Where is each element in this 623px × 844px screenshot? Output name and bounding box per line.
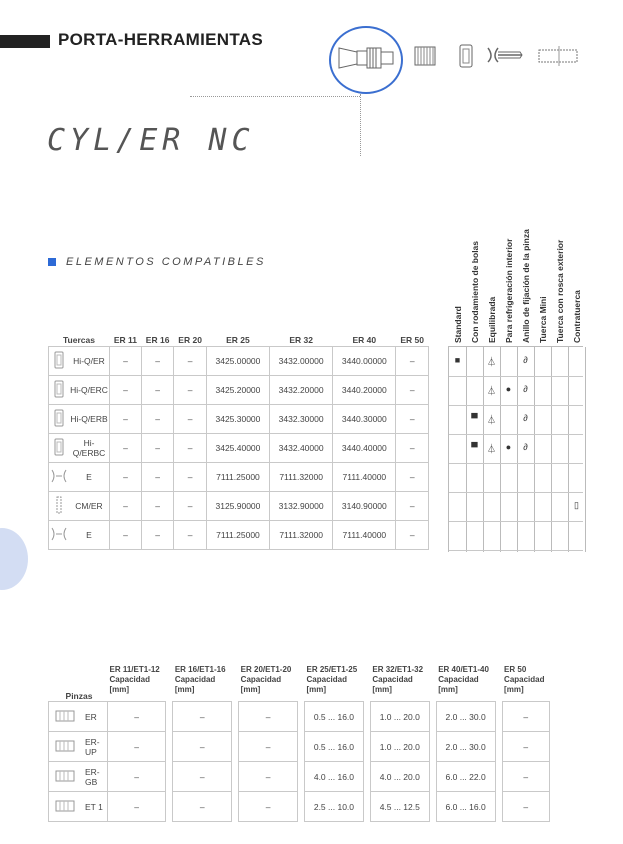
table-row (49, 762, 550, 792)
table-cell: – (141, 521, 174, 550)
table-cell: – (396, 376, 429, 405)
table-cell: – (141, 492, 174, 521)
table-cell: – (108, 762, 166, 792)
table-cell: – (239, 702, 298, 732)
spacer (363, 732, 370, 762)
table-cell: – (141, 434, 174, 463)
table-cell: 2.0 ... 30.0 (436, 732, 495, 762)
table-cell: – (239, 762, 298, 792)
table-cell: 7111.40000 (333, 463, 396, 492)
spacer (429, 762, 436, 792)
feature-header: Tuerca con rosca exterior (555, 239, 565, 343)
group-name: ER 25/ET1-25 (306, 665, 358, 674)
table-cell: – (141, 463, 174, 492)
group-header (239, 665, 298, 702)
nut-icon (49, 405, 70, 434)
table-cell: – (141, 347, 174, 376)
table-cell: – (110, 492, 142, 521)
spacer (495, 732, 502, 762)
feature-row (449, 492, 583, 522)
table-cell: 3125.90000 (206, 492, 269, 521)
column-header: ER 32 (270, 333, 333, 347)
spacer (232, 665, 239, 702)
spacer (166, 732, 173, 762)
nut-icon (455, 42, 477, 70)
table-row (49, 521, 429, 550)
table-cell: – (174, 492, 207, 521)
spacer (495, 702, 502, 732)
collet-icon (413, 44, 437, 68)
table-cell: 3425.30000 (206, 405, 269, 434)
table-cell: 4.0 ... 16.0 (305, 762, 364, 792)
table-cell: – (502, 702, 549, 732)
dotted-divider (360, 94, 361, 156)
table-cell: 2.5 ... 10.0 (305, 792, 364, 822)
table-cell: – (110, 347, 142, 376)
table-row (49, 702, 550, 732)
spacer (298, 732, 305, 762)
nuts-table (48, 333, 429, 550)
dotted-divider (190, 96, 360, 97)
group-capacity: Capacidad (504, 675, 545, 684)
column-header: ER 11 (110, 333, 142, 347)
collets-table-header: Pinzas (49, 665, 108, 702)
group-name: ER 20/ET1-20 (240, 665, 292, 674)
page-title: PORTA-HERRAMIENTAS (58, 30, 263, 49)
spacer (232, 792, 239, 822)
table-cell: – (173, 762, 232, 792)
column-header: ER 40 (333, 333, 396, 347)
table-cell: 3440.20000 (333, 376, 396, 405)
spacer (429, 665, 436, 702)
table-cell: 3425.20000 (206, 376, 269, 405)
table-cell: 6.0 ... 16.0 (436, 792, 495, 822)
row-name: ER-GB (81, 762, 108, 792)
table-cell: – (396, 492, 429, 521)
feature-mark: ▯ (574, 500, 579, 510)
table-cell: – (502, 762, 549, 792)
table-cell: 0.5 ... 16.0 (305, 702, 364, 732)
collet-icon (49, 732, 82, 762)
group-header (173, 665, 232, 702)
spacer (429, 792, 436, 822)
feature-header: Para refrigeración interior (504, 238, 514, 343)
table-cell: – (396, 347, 429, 376)
table-cell: – (174, 376, 207, 405)
table-cell: 3432.40000 (270, 434, 333, 463)
table-cell: – (108, 732, 166, 762)
table-cell: – (174, 434, 207, 463)
spacer (363, 792, 370, 822)
row-name: E (69, 521, 110, 550)
group-header (436, 665, 495, 702)
row-name: Hi-Q/ER (69, 347, 110, 376)
feature-header: Tuerca Mini (538, 296, 548, 343)
column-header: ER 50 (396, 333, 429, 347)
wrench-icon (49, 521, 70, 550)
group-unit: [mm] (306, 685, 327, 694)
table-cell: 7111.32000 (270, 463, 333, 492)
column-header: ER 16 (141, 333, 174, 347)
wrench-icon (484, 44, 524, 66)
group-unit: [mm] (174, 685, 195, 694)
table-cell: 2.0 ... 30.0 (436, 702, 495, 732)
row-name: ET 1 (81, 792, 108, 822)
feature-mark: ● (505, 442, 512, 452)
group-capacity: Capacidad (109, 675, 150, 684)
feature-mark: ⏃ (486, 357, 496, 367)
table-cell: 3440.40000 (333, 434, 396, 463)
group-unit: [mm] (372, 685, 392, 694)
table-cell: 0.5 ... 16.0 (305, 732, 364, 762)
row-name: ER-UP (81, 732, 108, 762)
group-name: ER 11/ET1-12 (109, 665, 160, 674)
feature-header: Anillo de fijación de la pinza (521, 229, 531, 343)
table-cell: – (110, 405, 142, 434)
feature-mark: ▀ (471, 442, 478, 452)
group-unit: [mm] (504, 685, 524, 694)
column-header: ER 25 (206, 333, 269, 347)
table-cell: 3432.20000 (270, 376, 333, 405)
table-cell: – (174, 405, 207, 434)
table-cell: 1.0 ... 20.0 (370, 702, 429, 732)
collet-icon (49, 762, 82, 792)
table-cell: 3440.00000 (333, 347, 396, 376)
table-cell: – (396, 434, 429, 463)
feature-header: Equilibrada (487, 296, 497, 343)
table-cell: – (110, 463, 142, 492)
table-cell: 7111.40000 (333, 521, 396, 550)
row-name: Hi-Q/ERB (69, 405, 110, 434)
table-cell: – (173, 792, 232, 822)
group-capacity: Capacidad (438, 675, 479, 684)
group-unit: [mm] (109, 685, 130, 694)
table-row (49, 376, 429, 405)
wrench-icon (49, 463, 70, 492)
collets-table (48, 665, 550, 822)
spacer (166, 665, 173, 702)
row-name: E (69, 463, 110, 492)
nut-icon (49, 376, 70, 405)
spacer (363, 762, 370, 792)
section-title: ELEMENTOS COMPATIBLES (66, 256, 266, 268)
feature-mark: ● (505, 384, 512, 394)
group-header (108, 665, 166, 702)
table-row (49, 434, 429, 463)
spacer (429, 702, 436, 732)
group-capacity: Capacidad (372, 675, 413, 684)
table-cell: 3132.90000 (270, 492, 333, 521)
table-cell: 1.0 ... 20.0 (370, 732, 429, 762)
decorative-blob (0, 528, 28, 590)
feature-header: Con rodamiento de bolas (470, 240, 480, 343)
table-cell: – (396, 521, 429, 550)
table-cell: – (502, 792, 549, 822)
group-name: ER 40/ET1-40 (438, 665, 489, 674)
group-name: ER 16/ET1-16 (174, 665, 226, 674)
row-name: CM/ER (69, 492, 110, 521)
header-bar (0, 35, 50, 48)
table-row (49, 347, 429, 376)
table-cell: – (239, 792, 298, 822)
feature-grid (448, 229, 583, 552)
nuts-table-header: Tuercas (49, 333, 110, 347)
feature-mark: ∂ (523, 384, 528, 394)
table-cell: – (173, 702, 232, 732)
collet-icon (49, 702, 82, 732)
spacer (495, 762, 502, 792)
feature-row (449, 521, 583, 551)
table-cell: – (396, 405, 429, 434)
section-marker (48, 258, 56, 266)
table-cell: 7111.25000 (206, 521, 269, 550)
table-cell: – (396, 463, 429, 492)
table-cell: – (173, 732, 232, 762)
clamping-ring-icon (537, 44, 581, 68)
spacer (298, 792, 305, 822)
table-cell: – (110, 521, 142, 550)
spacer (232, 762, 239, 792)
spacer (495, 792, 502, 822)
spacer (495, 665, 502, 702)
feature-mark: ∂ (523, 413, 528, 423)
table-cell: – (174, 463, 207, 492)
table-cell: – (110, 376, 142, 405)
column-header: ER 20 (174, 333, 207, 347)
model-name: CYL/ER NC (47, 123, 255, 158)
group-header (305, 665, 364, 702)
table-cell: 7111.32000 (270, 521, 333, 550)
spacer (298, 702, 305, 732)
spacer (166, 702, 173, 732)
spacer (166, 792, 173, 822)
table-cell: 3440.30000 (333, 405, 396, 434)
group-header (370, 665, 429, 702)
table-row (49, 732, 550, 762)
spacer (232, 732, 239, 762)
nut-icon (49, 347, 70, 376)
feature-mark: ⏃ (486, 415, 496, 425)
counter-nut-icon (49, 492, 70, 521)
table-cell: – (174, 521, 207, 550)
table-cell: – (108, 702, 166, 732)
table-cell: – (108, 792, 166, 822)
table-row (49, 463, 429, 492)
table-cell: – (141, 405, 174, 434)
feature-header: Contratuerca (572, 290, 582, 343)
group-capacity: Capacidad (306, 675, 347, 684)
table-cell: 3432.30000 (270, 405, 333, 434)
nut-icon (49, 434, 70, 463)
row-name: ER (81, 702, 108, 732)
tool-holder-icon (337, 40, 395, 76)
feature-mark: ⏃ (486, 444, 496, 454)
spacer (363, 665, 370, 702)
table-cell: 3140.90000 (333, 492, 396, 521)
group-name: ER 32/ET1-32 (372, 665, 424, 674)
row-name: Hi-Q/ERBC (69, 434, 110, 463)
spacer (232, 702, 239, 732)
table-cell: – (174, 347, 207, 376)
group-name: ER 50 (504, 665, 527, 674)
table-cell: 3425.40000 (206, 434, 269, 463)
feature-mark: ∂ (523, 442, 528, 452)
group-unit: [mm] (240, 685, 261, 694)
group-capacity: Capacidad (174, 675, 216, 684)
table-cell: 3425.00000 (206, 347, 269, 376)
spacer (298, 762, 305, 792)
table-row (49, 405, 429, 434)
table-cell: – (502, 732, 549, 762)
group-header (502, 665, 549, 702)
table-row (49, 492, 429, 521)
table-cell: – (141, 376, 174, 405)
table-cell: 4.0 ... 20.0 (370, 762, 429, 792)
spacer (429, 732, 436, 762)
spacer (298, 665, 305, 702)
spacer (166, 762, 173, 792)
table-cell: 3432.00000 (270, 347, 333, 376)
table-cell: 4.5 ... 12.5 (370, 792, 429, 822)
collet-icon (49, 792, 82, 822)
table-cell: – (110, 434, 142, 463)
feature-header: Standard (453, 306, 463, 343)
feature-mark: ■ (454, 355, 461, 365)
feature-mark: ∂ (523, 355, 528, 365)
table-cell: – (239, 732, 298, 762)
table-cell: 6.0 ... 22.0 (436, 762, 495, 792)
feature-mark: ▀ (471, 413, 478, 423)
row-name: Hi-Q/ERC (69, 376, 110, 405)
spacer (363, 702, 370, 732)
group-unit: [mm] (438, 685, 458, 694)
feature-mark: ⏃ (486, 386, 496, 396)
feature-row (449, 347, 583, 377)
feature-row (449, 463, 583, 493)
table-row (49, 792, 550, 822)
table-cell: 7111.25000 (206, 463, 269, 492)
group-capacity: Capacidad (240, 675, 282, 684)
